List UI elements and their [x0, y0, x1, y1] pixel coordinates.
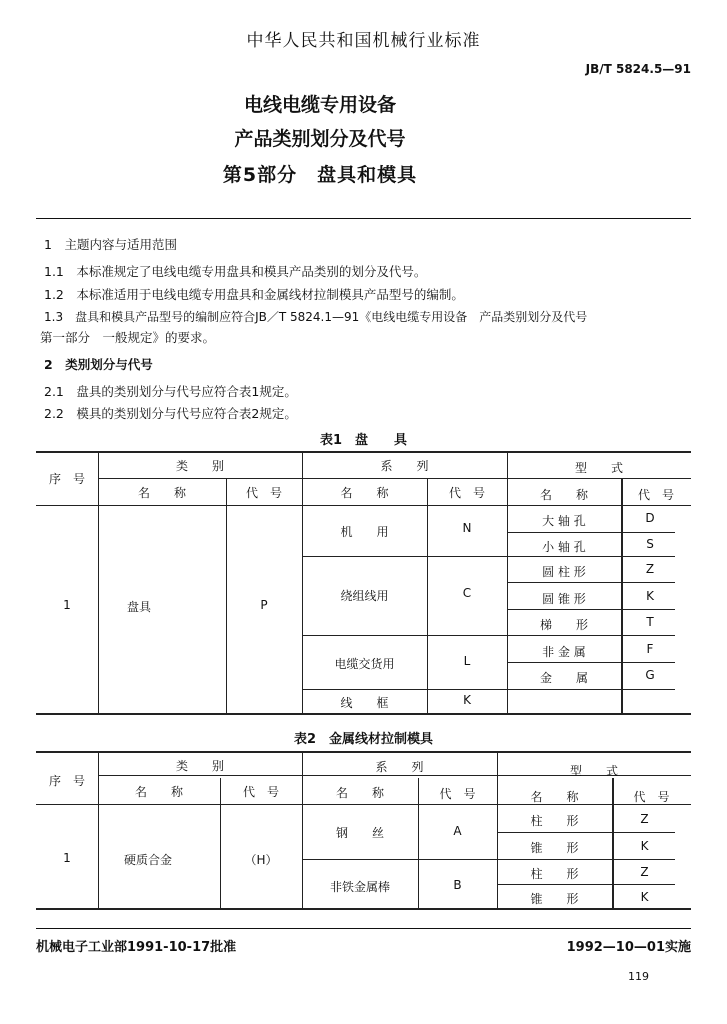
table2-header-model: 型 式 [569, 764, 618, 778]
table1-row-line [302, 635, 675, 636]
table1-header-series-name: 名 称 [340, 486, 389, 500]
table2-header-category-name: 名 称 [134, 785, 183, 799]
table1-series-name: 绕组线用 [340, 589, 389, 603]
table2-row-line [497, 884, 675, 885]
section-1-heading: 1 主题内容与适用范围 [44, 237, 177, 252]
table1-model-code: F [646, 642, 654, 656]
doc-title-line3: 第5部分 盘具和模具 [222, 164, 418, 186]
table1-header-bottom-line [36, 505, 691, 506]
table1-model-name: 梯 形 [539, 618, 588, 632]
table1-model-code: T [646, 615, 654, 629]
table2-series-code: B [453, 878, 462, 892]
table1-model-code: K [646, 589, 654, 603]
table1-caption: 表1 盘 具 [319, 433, 408, 448]
table1-model-code: S [646, 537, 654, 551]
table1-bottom-border [36, 713, 691, 715]
table1-series-code: C [462, 586, 472, 600]
table2-model-code: Z [640, 812, 649, 826]
table2-header-model-name: 名 称 [530, 790, 579, 804]
page-number: 119 [628, 970, 649, 983]
clause-1-2: 1.2 本标准适用于电线电缆专用盘具和金属线材拉制模具产品型号的编制。 [44, 287, 464, 302]
table1-header-seq: 序 号 [48, 472, 85, 486]
table1-series-code: N [462, 521, 472, 535]
table1-model-name: 金 属 [539, 671, 588, 685]
table2-header-series: 系 列 [375, 760, 424, 774]
table2-series-name: 钢 丝 [335, 826, 384, 840]
table2-header-model-code: 代 号 [633, 790, 670, 804]
title-divider [36, 218, 691, 219]
section-2-heading: 2 类别划分与代号 [44, 357, 153, 372]
table2-category-code: （H） [244, 853, 278, 867]
table1-row-line [508, 609, 675, 610]
table1-model-code: Z [645, 562, 655, 576]
table1-category-name: 盘具 [126, 600, 151, 614]
table2-model-name: 锥 形 [530, 892, 579, 906]
table2-model-name: 锥 形 [530, 841, 579, 855]
table2-header-category: 类 别 [175, 759, 224, 773]
standard-category-title: 中华人民共和国机械行业标准 [246, 31, 481, 51]
table1-header-model-code: 代 号 [637, 488, 674, 502]
table1-header-category-name: 名 称 [137, 486, 186, 500]
table1-header-series-code: 代 号 [448, 486, 485, 500]
table2-col-line [98, 751, 99, 908]
table2-header-category-code: 代 号 [242, 785, 279, 799]
table2-model-code: K [640, 839, 649, 853]
table1-series-name: 线 框 [340, 696, 389, 710]
table2-model-code: K [640, 890, 649, 904]
table2-row-line [302, 859, 675, 860]
footer-divider [36, 928, 691, 929]
table1-row-line [302, 556, 675, 557]
standard-code: JB/T 5824.5—91 [585, 62, 691, 76]
table1-row-line [508, 662, 675, 663]
table1-header-model-name: 名 称 [539, 488, 588, 502]
table2-header-series-name: 名 称 [335, 786, 384, 800]
table2-row-line [497, 832, 675, 833]
table1-category-code: P [260, 598, 268, 612]
table2-top-border [36, 751, 691, 753]
table1-header-category-code: 代 号 [245, 486, 282, 500]
table1-model-name: 圆 柱 形 [542, 565, 586, 579]
table1-header-sub-line [98, 478, 691, 479]
table2-header-seq: 序 号 [48, 774, 85, 788]
table2-series-name: 非铁金属棒 [329, 880, 390, 894]
clause-1-1: 1.1 本标准规定了电线电缆专用盘具和模具产品类别的划分及代号。 [44, 264, 427, 279]
clause-1-3-cont: 第一部分 一般规定》的要求。 [40, 330, 216, 345]
table1-model-name: 圆 锥 形 [542, 592, 586, 606]
table1-model-code: G [645, 668, 655, 682]
table1-seq: 1 [63, 598, 71, 612]
table1-model-name: 小 轴 孔 [542, 540, 586, 554]
table1-model-code: D [645, 511, 655, 525]
doc-title-line2: 产品类别划分及代号 [234, 128, 406, 150]
table1-row-line [508, 532, 675, 533]
table2-model-code: Z [640, 865, 649, 879]
table2-seq: 1 [63, 851, 71, 865]
table1-row-line [508, 582, 675, 583]
table2-caption: 表2 金属线材拉制模具 [293, 732, 434, 747]
table1-col-line [226, 478, 227, 713]
effective-date: 1992—10—01实施 [566, 940, 691, 955]
table2-model-name: 柱 形 [530, 814, 579, 828]
table1-series-code: K [463, 693, 471, 707]
table1-row-line [302, 689, 675, 690]
table2-bottom-border [36, 908, 691, 910]
table1-series-name: 电缆交货用 [334, 657, 395, 671]
table1-series-code: L [463, 654, 471, 668]
doc-title-line1: 电线电缆专用设备 [243, 94, 396, 116]
clause-1-3: 1.3 盘具和模具产品型号的编制应符合JB／T 5824.1—91《电线电缆专用设备 产品类别划分及代号 [44, 310, 588, 324]
table1-model-name: 非 金 属 [542, 645, 586, 659]
approval-date: 机械电子工业部1991-10-17批准 [36, 940, 237, 955]
table1-series-name: 机 用 [340, 525, 389, 539]
clause-2-1: 2.1 盘具的类别划分与代号应符合表1规定。 [44, 384, 297, 399]
table1-top-border [36, 451, 691, 453]
table2-series-code: A [453, 824, 462, 838]
table2-category-name: 硬质合金 [123, 853, 172, 867]
table2-model-name: 柱 形 [530, 867, 579, 881]
table1-header-model: 型 式 [574, 461, 623, 475]
clause-2-2: 2.2 模具的类别划分与代号应符合表2规定。 [44, 406, 297, 421]
table2-header-series-code: 代 号 [439, 787, 476, 801]
table1-model-name: 大 轴 孔 [542, 514, 586, 528]
table1-header-series: 系 列 [380, 459, 429, 473]
table1-header-category: 类 别 [175, 459, 224, 473]
